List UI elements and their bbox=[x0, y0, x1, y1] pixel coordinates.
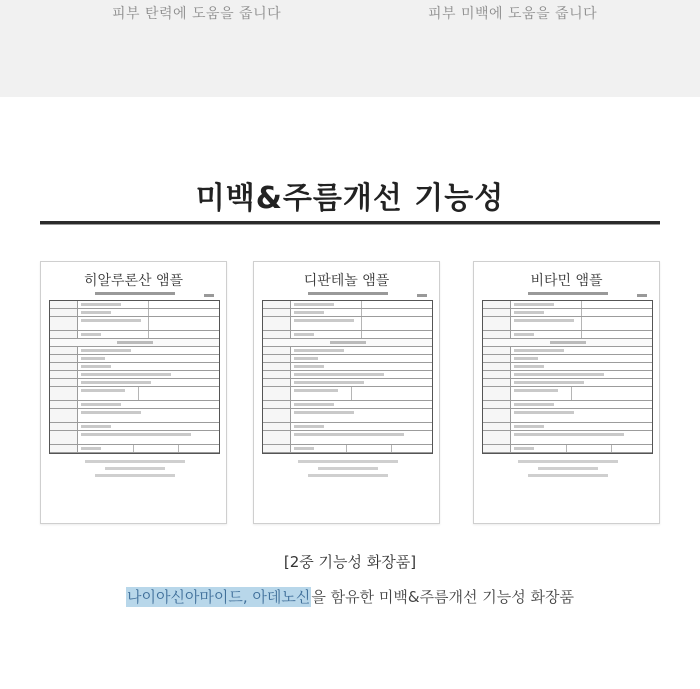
top-band bbox=[0, 0, 700, 97]
section-title: 미백&주름개선 기능성 bbox=[195, 181, 505, 216]
product-type-label: [2중 기능성 화장품] bbox=[283, 553, 417, 571]
title-divider-thin bbox=[40, 224, 660, 225]
product-description bbox=[0, 586, 700, 607]
card-title: 히알루론산 앰플 bbox=[83, 273, 184, 289]
caption-elasticity: 피부 탄력에 도움을 줍니다 bbox=[112, 6, 282, 22]
certificate-card-hyaluronic bbox=[40, 261, 227, 524]
caption-whitening: 피부 미백에 도움을 줍니다 bbox=[428, 6, 598, 22]
card-title: 비타민 앰플 bbox=[530, 273, 603, 289]
certificate-document-image bbox=[482, 290, 653, 518]
card-title: 디판테놀 앰플 bbox=[303, 273, 390, 289]
certificate-document-image bbox=[262, 290, 433, 518]
certificate-document-image bbox=[49, 290, 220, 518]
ingredient-highlight: 나이아신아마이드, 아데노신 bbox=[126, 588, 311, 606]
description-rest: 을 함유한 미백&주름개선 기능성 화장품 bbox=[311, 588, 575, 606]
certificate-card-panthenol bbox=[253, 261, 440, 524]
certificate-card-vitamin bbox=[473, 261, 660, 524]
